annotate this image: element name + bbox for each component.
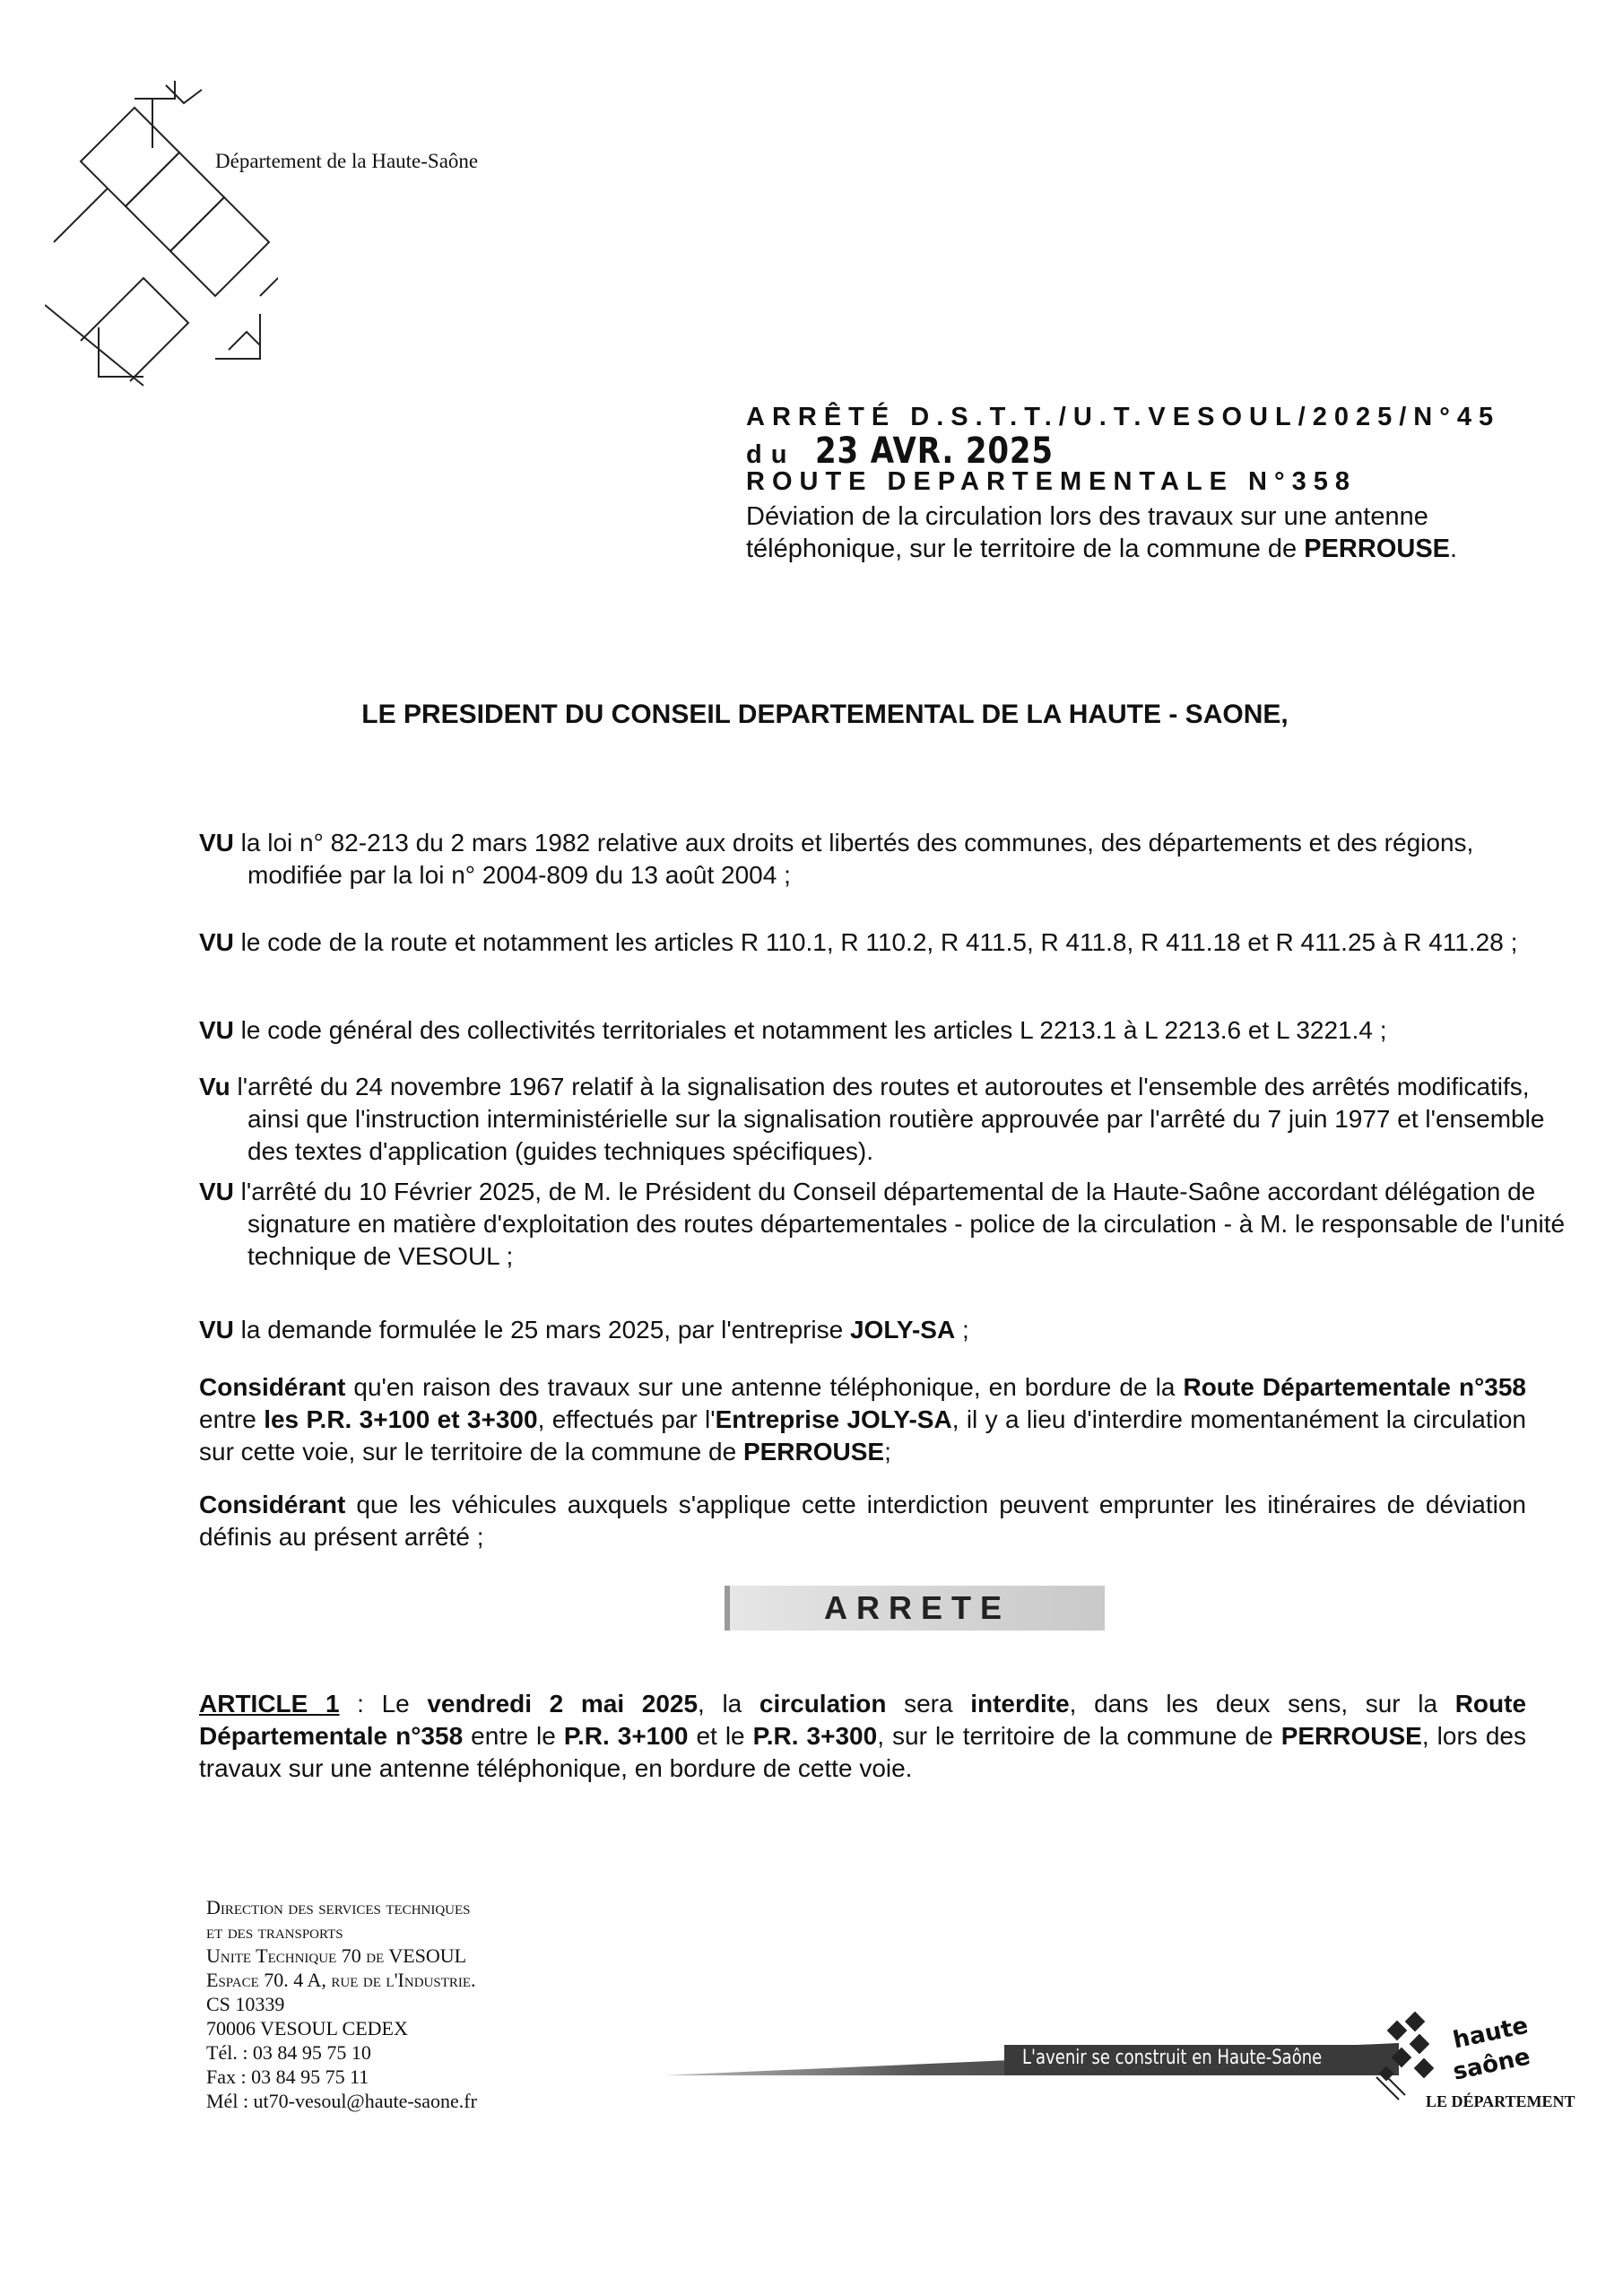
article-1 [199, 1688, 1526, 1785]
title-block [746, 402, 1553, 565]
route-heading: ROUTE DEPARTEMENTALE N°358 [746, 467, 1357, 496]
arrete-number: ARRÊTÉ D.S.T.T./U.T.VESOUL/2025/N°45 [746, 403, 1501, 431]
title-desc-end: . [1450, 535, 1458, 563]
paragraph-lead: Considérant [199, 1373, 346, 1401]
pr-range: les P.R. 3+100 et 3+300 [264, 1405, 538, 1433]
paragraph-vu-4 [199, 1071, 1575, 1168]
paragraph-vu-1 [199, 827, 1575, 891]
paragraph-lead: VU [199, 829, 234, 857]
article-text: et le [688, 1722, 753, 1750]
footer-line: 70006 VESOUL CEDEX [206, 2017, 408, 2039]
commune-name: PERROUSE [1280, 1722, 1422, 1750]
paragraph-vu-3 [199, 1014, 1575, 1047]
brand-word-haute: haute [1450, 2012, 1531, 2055]
company-name: JOLY-SA [849, 1316, 956, 1344]
article-text: sera [886, 1690, 971, 1718]
paragraph-text: la loi n° 82-213 du 2 mars 1982 relative aux droits et libertés des communes, des départements et des régions, modifiée par la loi n° 2004-809 du 13 août 2004 ; [233, 829, 1474, 889]
paragraph-lead: Vu [199, 1073, 230, 1100]
title-desc-line2 [746, 533, 1553, 565]
paragraph-vu-2 [199, 926, 1575, 959]
department-logo-icon [45, 72, 278, 395]
article-date: vendredi 2 mai 2025 [427, 1690, 699, 1718]
paragraph-vu-5 [199, 1176, 1575, 1273]
paragraph-considerant-2 [199, 1489, 1526, 1553]
title-desc-text: téléphonique, sur le territoire de la commune de [746, 535, 1305, 563]
paragraph-text: qu'en raison des travaux sur une antenne téléphonique, en bordure de la [345, 1373, 1184, 1401]
department-name: Département de la Haute-Saône [215, 150, 479, 172]
paragraph-considerant-1 [199, 1371, 1526, 1468]
brand-subtitle: LE DÉPARTEMENT [1426, 2092, 1575, 2110]
article-text: : Le [339, 1690, 428, 1718]
paragraph-text: entre [199, 1405, 265, 1433]
paragraph-lead: VU [199, 1016, 234, 1044]
title-description [746, 500, 1553, 565]
slogan-text: L'avenir se construit en Haute-Saône [1022, 2047, 1323, 2069]
footer-line: Espace 70. 4 A, rue de l'Industrie. [206, 1969, 476, 1991]
company-name: Entreprise JOLY-SA [715, 1405, 952, 1433]
commune-name: PERROUSE [742, 1438, 885, 1465]
article-text: , lors des travaux sur une antenne téléphonique, en bordure de cette voie. [199, 1722, 1526, 1782]
article-text: , sur le territoire de la commune de [877, 1722, 1281, 1750]
paragraph-text: l'arrêté du 24 novembre 1967 relatif à la signalisation des routes et autoroutes et l'ensemble des arrêtés modificatifs, ainsi que l'instruction interministérielle sur la signalisation routière approuvée par l'arrêté du 7 juin 1977 et l'ensemble des textes d'application (guides techniques spécifiques). [230, 1073, 1545, 1165]
article-text-bold: circulation [759, 1690, 887, 1718]
paragraph-text: le code de la route et notamment les articles R 110.1, R 110.2, R 411.5, R 411.8, R 411.18 et R 411.25 à R 411.28 ; [233, 928, 1518, 956]
footer-address [206, 1895, 477, 2113]
brand-word-saone: saône [1450, 2043, 1533, 2086]
paragraph-end: ; [884, 1438, 891, 1465]
footer-fax: Fax : 03 84 95 75 11 [206, 2066, 369, 2088]
paragraph-end: ; [955, 1316, 969, 1344]
title-desc-line1: Déviation de la circulation lors des travaux sur une antenne [746, 502, 1428, 531]
paragraph-lead: VU [199, 1178, 234, 1205]
article-text: , la [698, 1690, 759, 1718]
haute-saone-logo-icon [1372, 2005, 1462, 2104]
paragraph-text: l'arrêté du 10 Février 2025, de M. le Président du Conseil départemental de la Haute-Saône accordant délégation de signature en matière d'exploitation des routes départementales - police de la circulation - à M. le responsable de l'unité technique de VESOUL ; [233, 1178, 1566, 1270]
date-stamp: 23 AVR. 2025 [815, 430, 1055, 472]
route-name: Route Départementale n°358 [199, 1690, 1527, 1750]
paragraph-lead: Considérant [199, 1491, 346, 1518]
paragraph-text: le code général des collectivités territoriales et notamment les articles L 2213.1 à L 2213.6 et L 3221.4 ; [233, 1016, 1387, 1044]
paragraph-lead: VU [199, 928, 234, 956]
pr-end: P.R. 3+300 [752, 1722, 878, 1750]
paragraph-text: que les véhicules auxquels s'applique cette interdiction peuvent emprunter les itinéraires de déviation définis au présent arrêté ; [199, 1491, 1526, 1551]
article-text: entre le [463, 1722, 564, 1750]
footer-line: CS 10339 [206, 1993, 285, 2015]
footer-line: et des transports [206, 1920, 343, 1943]
article-label: ARTICLE 1 [199, 1690, 340, 1718]
paragraph-text: , effectués par l' [537, 1405, 716, 1433]
paragraph-lead: VU [199, 1316, 234, 1344]
date-prefix: du [746, 440, 796, 469]
footer-phone: Tél. : 03 84 95 75 10 [206, 2041, 371, 2064]
arrete-banner: ARRETE [725, 1586, 1105, 1631]
president-heading: LE PRESIDENT DU CONSEIL DEPARTEMENTAL DE LA HAUTE - SAONE, [361, 700, 1289, 729]
route-name: Route Départementale n°358 [1183, 1373, 1526, 1401]
article-text: , dans les deux sens, sur la [1069, 1690, 1455, 1718]
footer-email: Mél : ut70-vesoul@haute-saone.fr [206, 2090, 477, 2112]
footer-line: Direction des services techniques [206, 1896, 471, 1918]
commune-name: PERROUSE [1304, 535, 1451, 563]
paragraph-vu-6 [199, 1314, 1526, 1346]
footer-line: Unite Technique 70 de VESOUL [206, 1944, 467, 1967]
paragraph-text: , il y a lieu d'interdire momentanément la circulation sur cette voie, sur le territoire de la commune de [199, 1405, 1526, 1465]
paragraph-text: la demande formulée le 25 mars 2025, par l'entreprise [233, 1316, 850, 1344]
article-text-bold: interdite [970, 1690, 1070, 1718]
pr-start: P.R. 3+100 [563, 1722, 689, 1750]
